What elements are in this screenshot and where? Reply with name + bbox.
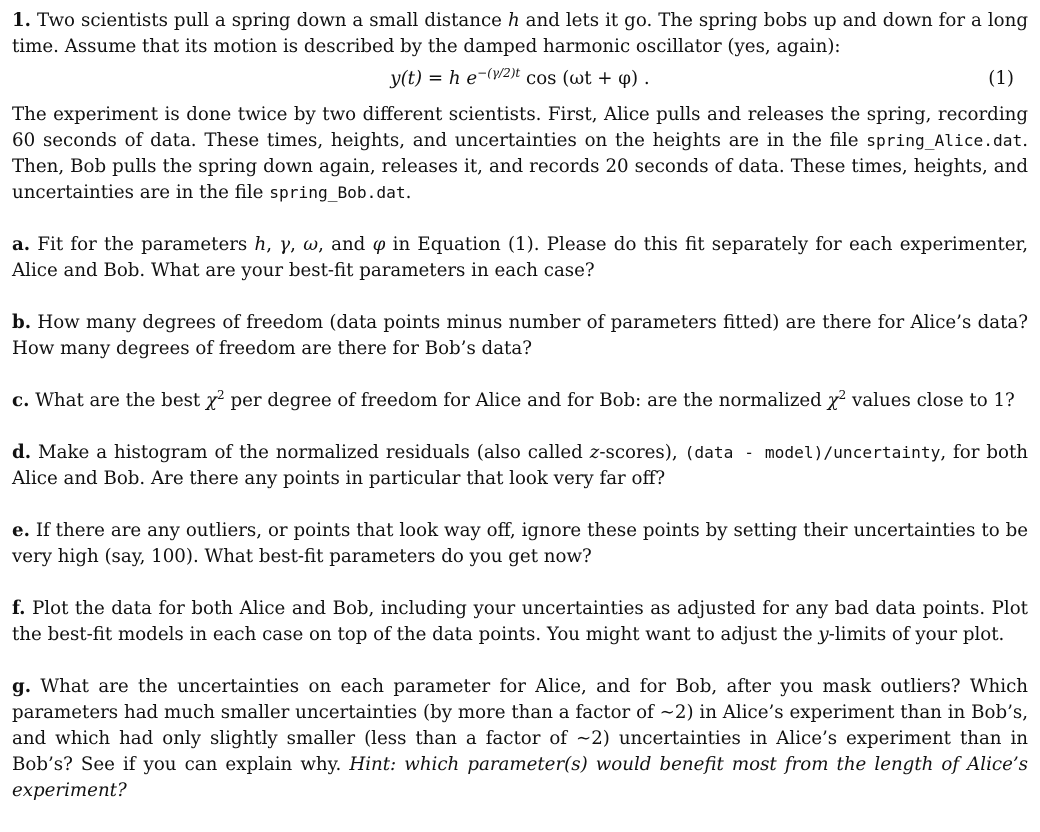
part-f-y: y [818,624,829,645]
part-c-chi: χ [206,390,218,411]
part-f-label: f. [12,598,26,619]
intro-text-2b: . Then, Bob pulls the spring down again, releases it, and records 20 seconds of data. These times, heights, and uncertainties are in the file [12,130,1028,203]
part-d-text-3: , for both Alice and Bob. Are there any points in particular that look very far off? [12,442,1028,489]
part-c-sup-2: 2 [838,387,847,402]
equation-1 [12,60,1028,102]
part-d [12,440,1028,492]
part-d-z: z [589,442,600,463]
part-a-h: h [254,234,267,255]
equation-lhs: y(t) = h e [390,68,478,89]
part-a-label: a. [12,234,31,255]
part-a-gamma: γ [279,234,291,255]
equation-formula [12,65,1028,89]
file-alice: spring_Alice.dat [866,131,1023,150]
part-c-text-3: values close to 1? [846,390,1015,411]
part-g-hint: Hint: which parameter(s) would benefit most from the length of Alice’s experiment? [12,754,1029,801]
intro-text-2c: . [405,182,412,203]
part-g-label: g. [12,676,32,697]
problem-number: 1. [12,10,31,31]
part-b-text: How many degrees of freedom (data points minus number of parameters fitted) are there for Alice’s data? How many degrees of freedom are there for Bob’s data? [12,312,1028,359]
part-f [12,596,1028,648]
part-e-text: If there are any outliers, or points that look way off, ignore these points by setting their uncertainties to be very high (say, 100). What best-fit parameters do you get now? [12,520,1028,567]
var-h: h [507,10,520,31]
part-d-label: d. [12,442,32,463]
part-c-text-2: per degree of freedom for Alice and for Bob: are the normalized [224,390,828,411]
part-g [12,674,1028,804]
equation-exponent: −(γ/2)t [477,65,521,80]
intro-text-2a: The experiment is done twice by two different scientists. First, Alice pulls and releases the spring, recording 60 seconds of data. These times, heights, and uncertainties on the heights are in the file [12,104,1028,151]
part-e-label: e. [12,520,30,541]
experiment-description [12,102,1028,206]
part-d-text-2: -scores), [599,442,685,463]
part-a-text-5: in Equation (1). Please do this fit separately for each experimenter, Alice and Bob. What are your best-fit parameters in each case? [12,234,1028,281]
part-c-label: c. [12,390,30,411]
intro-text-1b: and lets it go. The spring bobs up and down for a long time. Assume that its motion is described by the damped harmonic oscillator (yes, again): [12,10,1028,57]
part-c [12,388,1028,414]
part-a-omega: ω [303,234,319,255]
part-e [12,518,1028,570]
part-c-text-1: What are the best [29,390,207,411]
equation-rhs: cos (ωt + φ) . [520,68,650,89]
part-a-text-4: , and [318,234,373,255]
part-b [12,310,1028,362]
part-c-chi-2: χ [827,390,839,411]
part-a-text-1: Fit for the parameters [30,234,255,255]
part-a [12,232,1028,284]
part-b-label: b. [12,312,32,333]
part-a-text-2: , [266,234,280,255]
part-c-sup-1: 2 [217,387,225,402]
intro-text-1a: Two scientists pull a spring down a small distance [37,10,508,31]
part-a-text-3: , [290,234,304,255]
part-f-text-2: -limits of your plot. [828,624,1005,645]
file-bob: spring_Bob.dat [269,183,406,202]
part-a-phi: φ [372,234,386,255]
part-g-text-1: What are the uncertainties on each parameter for Alice, and for Bob, after you mask outliers? Which parameters had much smaller uncertainties (by more than a factor of ∼2) in Alice’s experiment than in Bob’s, and which had only slightly smaller (less than a factor of ∼2) uncertainties in Alice’s experiment than in Bob’s? See if you can explain why. [12,676,1028,775]
equation-number: (1) [988,68,1014,89]
problem-intro [12,8,1028,60]
part-f-text-1: Plot the data for both Alice and Bob, including your uncertainties as adjusted for any bad data points. Plot the best-fit models in each case on top of the data points. You might want to adjust the [12,598,1028,645]
part-d-text-1: Make a histogram of the normalized residuals (also called [31,442,590,463]
part-d-code: (data - model)/uncertainty [684,443,941,462]
